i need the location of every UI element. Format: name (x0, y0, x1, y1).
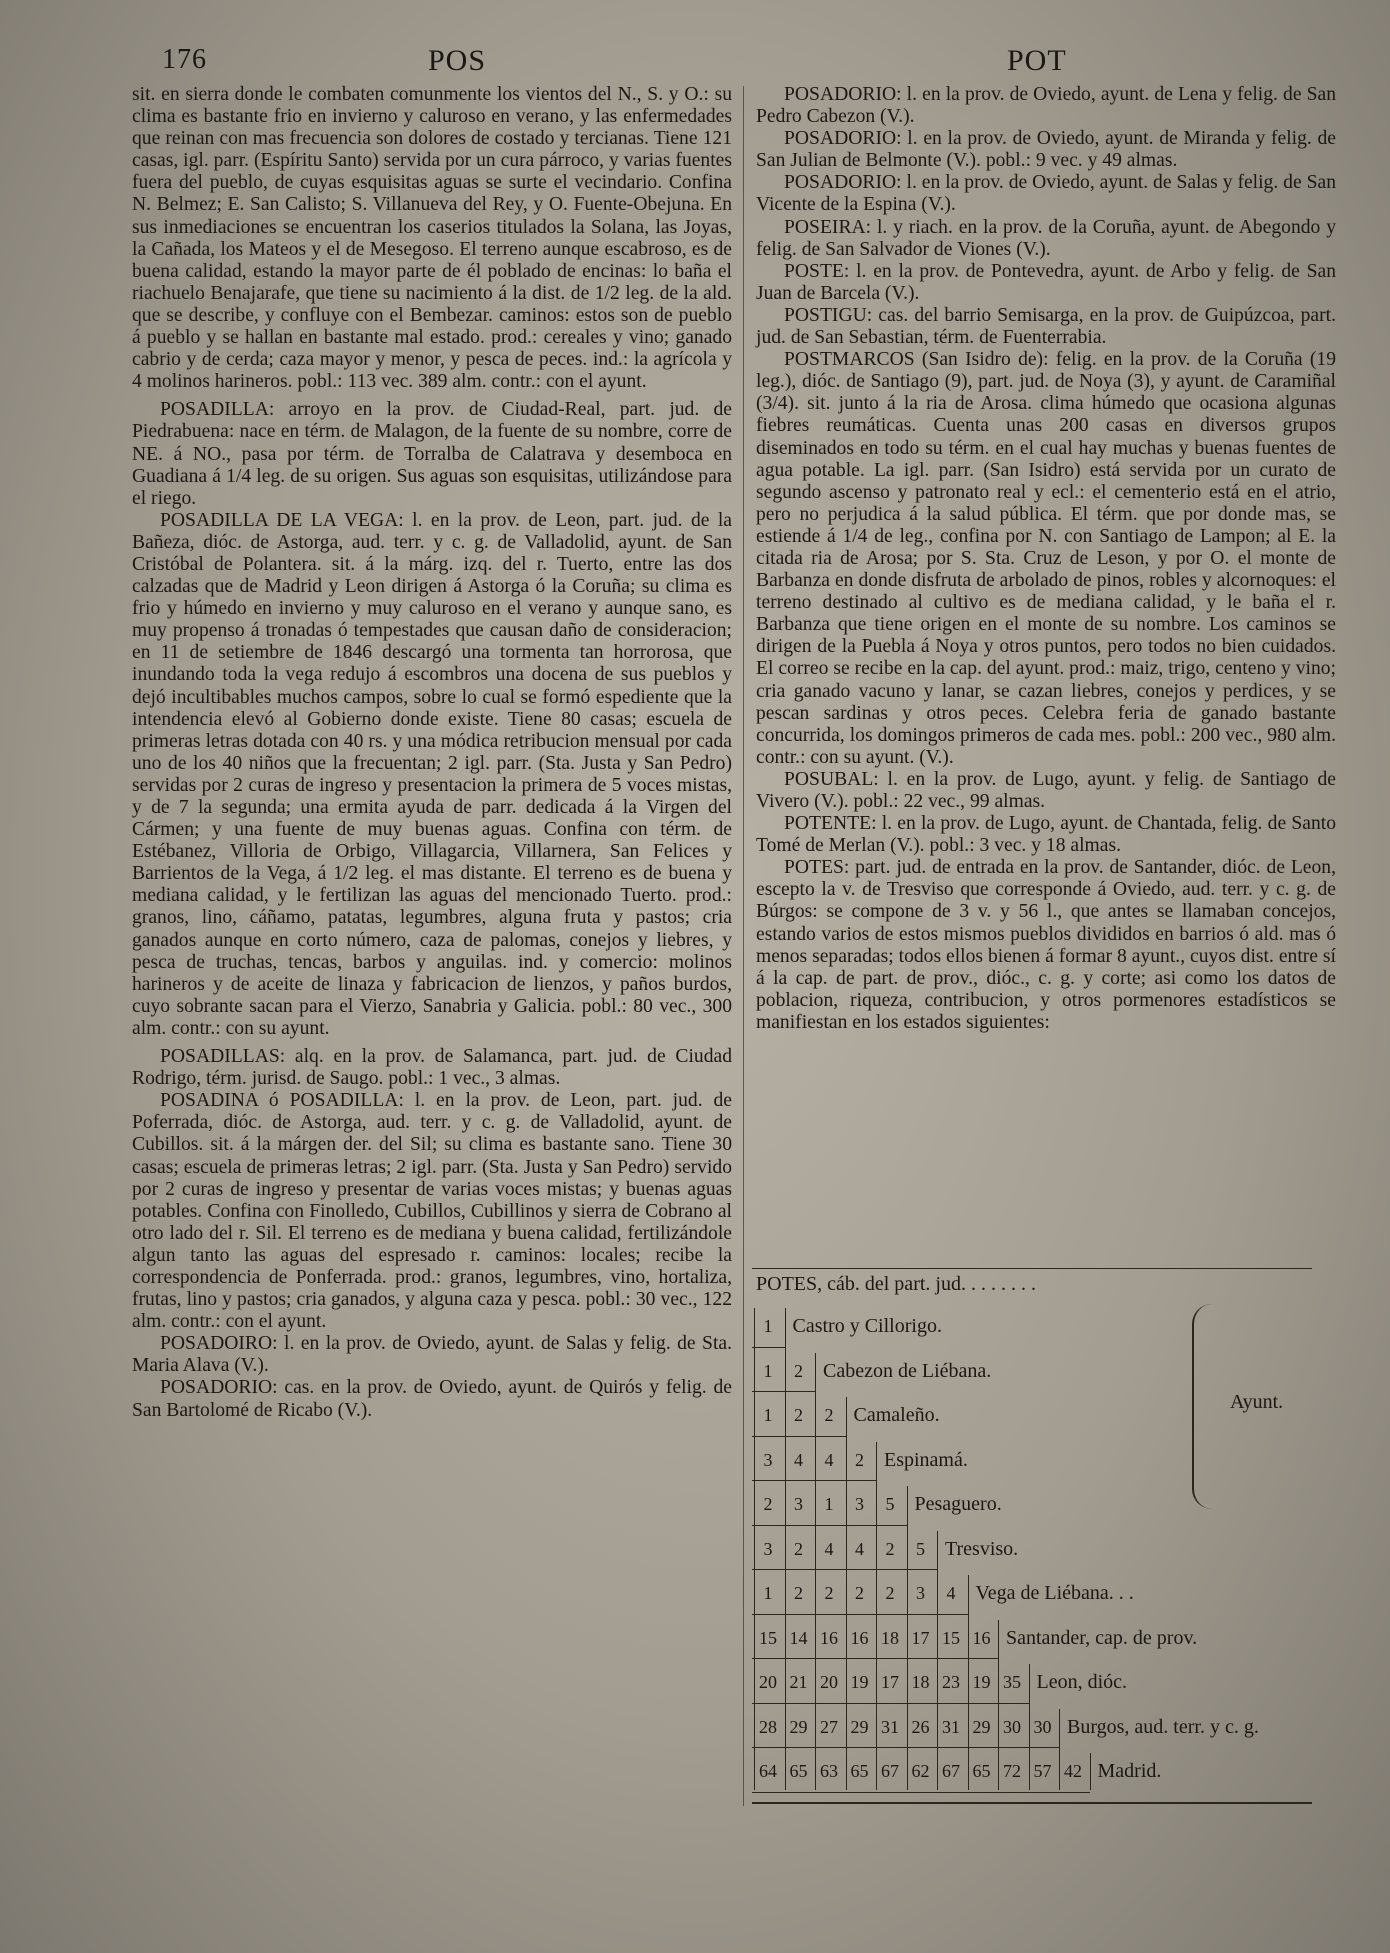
table-cell: 3 (763, 1449, 773, 1470)
table-rule (752, 1391, 815, 1392)
table-cell: 31 (881, 1716, 899, 1737)
table-cell: 23 (942, 1672, 960, 1692)
table-rule (785, 1308, 786, 1790)
table-rule (752, 1703, 1029, 1704)
table-cell: 29 (972, 1716, 991, 1737)
table-rule (752, 1569, 937, 1570)
table-cell: 2 (794, 1583, 803, 1603)
table-cell: 21 (789, 1672, 808, 1692)
left-running-head: POS (428, 44, 487, 77)
table-cell: 4 (946, 1583, 956, 1603)
table-rule (752, 1480, 876, 1481)
table-cell: 17 (911, 1627, 930, 1648)
table-row-label: Camaleño. (853, 1404, 940, 1426)
table-cell: 2 (794, 1538, 803, 1559)
entry-poste: POSTE: l. en la prov. de Pontevedra, ayunt. de Arbo y felig. de San Juan de Barcela (V.). (756, 260, 1336, 304)
table-cell: 3 (855, 1494, 864, 1514)
table-rule (1090, 1753, 1091, 1790)
table-cell: 2 (885, 1583, 895, 1603)
table-cell: 4 (824, 1449, 834, 1470)
table-cell: 29 (789, 1716, 808, 1737)
table-cell: 1 (763, 1360, 773, 1381)
table-rule (1059, 1709, 1060, 1790)
table-cell: 27 (820, 1716, 838, 1737)
brace-label: Ayunt. (1230, 1391, 1284, 1413)
entry-postmarcos: POSTMARCOS (San Isidro de): felig. en la prov. de la Coruña (19 leg.), dióc. de Santiago (9), part. jud. de Noya (3), y ayunt. de Caramiñal (3/4). sit. junto á la ria de Arosa. clima húmedo que ocasiona algunas fiebres reumáticas. Cuenta unas 200 casas en diversos grupos diseminados en todo su térm. en el cual hay muchas y buenas fuentes de agua potable. La igl. parr. (San Isidro) está servida por un curato de segundo ascenso y patronato real y ecl.: el cementerio está en el atrio, pero no perjudica á la salud pública. El térm. que por donde mas, se estiende á 1/4 de leg., confina por N. con Santiago de Lampon; al E. la citada ria de Arosa; por S. Sta. Cruz de Leson, y por O. el monte de Barbanza en donde disfruta de arbolado de pinos, robles y alcornoques: el terreno destinado al cultivo es de mediana calidad, y le baña el r. Barbanza que tiene origen en el monte de su nombre. Los caminos se dirigen de la Puebla á Noya y otros puntos, pero todos no bien cuidados. El correo se recibe en la cap. del ayunt. prod.: maiz, trigo, centeno y vino; cria ganado vacuno y lanar, se cazan liebres, conejos y perdices, y se pescan sardinas y otros peces. Celebra feria de ganado bastante concurrida, los domingos primeros de cada mes. pobl.: 200 vec., 980 alm. contr.: con su ayunt. (V.). (756, 349, 1336, 768)
table-cell: 3 (794, 1494, 803, 1514)
table-cell: 4 (855, 1538, 864, 1559)
entry-poseira: POSEIRA: l. y riach. en la prov. de la Coruña, ayunt. de Abegondo y felig. de San Salvador de Viones (V.). (756, 216, 1336, 260)
entry-posadina: POSADINA ó POSADILLA: l. en la prov. de Leon, part. jud. de Poferrada, dióc. de Astorga, aud. terr. y c. g. de Valladolid, ayunt. de Cubillos. sit. á la márgen der. del Sil; su clima es bastante sano. Tiene 30 casas; escuela de primeras letras; 2 igl. parr. (Sta. Justa y San Pedro) servido por 2 curas de ingreso y presentar de varias voces mistas; y buenas aguas potables. Confina con Finolledo, Cubillos, Cubillinos y sierra de Cobrano al otro lado del r. Sil. El terreno es de mediana y buena calidad, fertilizándole algun tanto las aguas del espresado r. caminos: locales; recibe la correspondencia de Ponferrada. prod.: granos, legumbres, vino, hortaliza, frutas, lino y pastos; cria ganados, y alguna caza y pesca. pobl.: 30 vec., 122 alm. contr.: con el ayunt. (132, 1090, 732, 1333)
table-cell: 17 (881, 1672, 899, 1692)
table-cell: 14 (789, 1627, 808, 1648)
table-rule (752, 1436, 846, 1437)
table-row-label: Santander, cap. de prov. (1006, 1626, 1198, 1649)
table-row-label: Madrid. (1097, 1760, 1162, 1782)
entry-posubal: POSUBAL: l. en la prov. de Lugo, ayunt. y felig. de Santiago de Vivero (V.). pobl.: 22 vec., 99 almas. (756, 768, 1336, 812)
entry-postigu: POSTIGU: cas. del barrio Semisarga, en la prov. de Guipúzcoa, part. jud. de San Sebastian, térm. de Fuenterrabia. (756, 304, 1336, 349)
table-cell: 62 (911, 1761, 930, 1781)
entry-potes: POTES: part. jud. de entrada en la prov. de Santander, dióc. de Leon, escepto la v. de Tresviso que corresponde á Oviedo, aud. terr. y c. g. de Búrgos: se compone de 3 v. y 56 l., que antes se llamaban concejos, estando varios de estos mismos pueblos divididos en barrios ó ald. mas ó menos separadas; todos ellos bienen á formar 8 ayunt., cuyos dist. entre sí á la cap. de part. de prov., dióc., c. g. y corte; asi como los datos de poblacion, riqueza, contribucion, y otros pormenores estadísticos se manifiestan en los estados siguientes: (756, 857, 1336, 1033)
table-cell: 1 (824, 1494, 834, 1514)
table-cell: 16 (850, 1627, 869, 1648)
table-cell: 19 (972, 1672, 991, 1692)
table-cell: 20 (820, 1672, 838, 1692)
entry-posadorio-lena: POSADORIO: l. en la prov. de Oviedo, ayunt. de Lena y felig. de San Pedro Cabezon (V.). (756, 84, 1336, 128)
distance-table (752, 1268, 1312, 1808)
column-divider (743, 86, 744, 1806)
table-rule (752, 1792, 1090, 1793)
table-row-label: Tresviso. (945, 1537, 1019, 1560)
right-column (756, 84, 1336, 1034)
table-cell: 18 (881, 1627, 899, 1648)
table-cell: 1 (763, 1583, 773, 1603)
table-cell: 18 (911, 1672, 930, 1692)
table-cell: 16 (820, 1627, 838, 1648)
table-cell: 67 (942, 1761, 960, 1781)
table-title: POTES, cáb. del part. jud. . . . . . . . (756, 1273, 1036, 1295)
entry-potente: POTENTE: l. en la prov. de Lugo, ayunt. de Chantada, felig. de Santo Tomé de Merlan (V.). pobl.: 3 vec. y 18 almas. (756, 813, 1336, 857)
table-cell: 1 (763, 1316, 773, 1336)
table-cell: 2 (824, 1583, 834, 1603)
table-cell: 3 (916, 1583, 925, 1603)
page-header (150, 38, 1310, 80)
table-cell: 20 (759, 1672, 777, 1692)
table-rule (907, 1486, 908, 1790)
table-row-label: Pesaguero. (914, 1493, 1002, 1515)
table-rule (752, 1747, 1059, 1748)
table-cell: 2 (824, 1405, 834, 1425)
table-row-label: Burgos, aud. terr. y c. g. (1067, 1715, 1259, 1738)
table-cell: 65 (789, 1761, 808, 1781)
table-rule (937, 1531, 938, 1790)
table-cell: 5 (885, 1494, 895, 1514)
brace-mark (1192, 1304, 1216, 1509)
table-rule (752, 1268, 1312, 1269)
table-row-label: Leon, dióc. (1036, 1671, 1128, 1693)
right-running-head: POT (1007, 44, 1067, 77)
table-rule (752, 1347, 785, 1348)
table-rule (846, 1397, 847, 1790)
page-number: 176 (162, 44, 207, 75)
table-cell: 5 (916, 1538, 925, 1559)
left-column (132, 84, 732, 1422)
entry-posadilla-de-la-vega: POSADILLA DE LA VEGA: l. en la prov. de Leon, part. jud. de la Bañeza, dióc. de Astorga, aud. terr. y c. g. de Valladolid, ayunt. de San Cristóbal de Polantera. sit. á la márg. izq. del r. Tuerto, entre las dos calzadas que de Madrid y Leon dirigen á Astorga ó la Coruña; su clima es frio y húmedo en invierno y muy caluroso en el verano y aunque sano, es muy propenso á tronadas ó tempestades que causan daño de consideracion; en 11 de setiembre de 1846 descargó una tormenta tan horrorosa, que inundando toda la vega redujo á escombros una docena de sus pueblos y dejó incultibables muchos campos, sobre lo cual se formó espediente que la intendencia elevó al Gobierno donde existe. Tiene 80 casas; escuela de primeras letras dotada con 40 rs. y una módica retribucion mensual por cada uno de los 40 niños que la frecuentan; 2 igl. parr. (Sta. Justa y San Pedro) servidas por 2 curas de ingreso y presentacion la primera de 5 voces mistas, y de 7 la segunda; una ermita ayuda de parr. dedicada á la Virgen del Cármen; y una fuente de muy buenas aguas. Confina con térm. de Estébanez, Villoria de Orbigo, Villagarcia, Villarnera, San Felices y Barrientos de la Vega, á 1/2 leg. el mas distante. El terreno es de buena y mediana calidad, y le fertilizan las aguas del mencionado Tuerto. prod.: granos, lino, cáñamo, patatas, legumbres, alguna fruta y pastos; cria ganados aunque en corto número, caza de palomas, conejos y liebres, y pesca de truchas, tencas, barbos y anguilas. ind. y comercio: molinos harineros y de aceite de linaza y fabricacion de lienzos, y paños burdos, cuyo sobrante sacan para el Vierzo, Sanabria y Galicia. pobl.: 80 vec., 300 alm. contr.: con su ayunt. (132, 509, 732, 1039)
table-cell: 35 (1003, 1672, 1021, 1692)
table-cell: 42 (1064, 1761, 1082, 1781)
table-rule (998, 1620, 999, 1790)
table-cell: 2 (885, 1538, 895, 1559)
table-rule (876, 1442, 877, 1790)
table-cell: 29 (850, 1716, 869, 1737)
table-cell: 67 (881, 1761, 899, 1781)
table-cell: 2 (855, 1583, 864, 1603)
table-rule (752, 1525, 907, 1526)
table-cell: 57 (1033, 1761, 1052, 1781)
table-cell: 1 (763, 1405, 773, 1425)
table-rule (752, 1658, 998, 1659)
table-cell: 30 (1033, 1716, 1052, 1737)
entry-posadorio-quiros: POSADORIO: cas. en la prov. de Oviedo, ayunt. de Quirós y felig. de San Bartolomé de Ricabo (V.). (132, 1377, 732, 1421)
entry-posadoiro: POSADOIRO: l. en la prov. de Oviedo, ayunt. de Salas y felig. de Sta. Maria Alava (V.). (132, 1333, 732, 1377)
table-row-label: Castro y Cillorigo. (792, 1315, 942, 1337)
table-cell: 2 (794, 1360, 803, 1381)
entry-text: sit. en sierra donde le combaten comunmente los vientos del N., S. y O.: su clima es bastante frio en invierno y caluroso en verano, y las enfermedades que reinan con mas frecuencia son dolores de costado y tercianas. Tiene 121 casas, igl. parr. (Espíritu Santo) servida por un cura párroco, y varias fuentes fuera del pueblo, de cuyas esquisitas aguas se surte el vecindario. Confina N. Belmez; E. San Calisto; S. Villanueva del Rey, y O. Fuente-Obejuna. En sus inmediaciones se encuentran los caserios titulados la Solana, las Joyas, la Cañada, los Mateos y el de Mesegoso. El terreno aunque escabroso, es de buena calidad, estando la mayor parte de él poblado de encinas: lo baña el riachuelo Benajarafe, que tiene su nacimiento á la dist. de 1/2 leg. de la ald. que se describe, y confluye con el Bembezar. caminos: estos son de pueblo á pueblo y se hallan en bastante mal estado. prod.: cereales y vino; ganado cabrio y de cerda; caza mayor y menor, y pesca de peces. ind.: la agrícola y 4 molinos harineros. pobl.: 113 vec. 389 alm. contr.: con el ayunt. (132, 84, 732, 393)
table-rule (754, 1308, 755, 1790)
table-cell: 4 (824, 1538, 834, 1559)
entry-posadilla: POSADILLA: arroyo en la prov. de Ciudad-Real, part. jud. de Piedrabuena: nace en térm. de Malagon, de la fuente de su nombre, corre de NE. á NO., pasa por térm. de Torralba de Calatrava y desemboca en Guadiana á 1/4 leg. de su origen. Sus aguas son esquisitas, utilizándose para el riego. (132, 399, 732, 509)
table-cell: 15 (759, 1627, 777, 1648)
table-cell: 15 (942, 1627, 960, 1648)
table-cell: 2 (763, 1494, 773, 1514)
table-cell: 26 (911, 1716, 930, 1737)
table-cell: 19 (850, 1672, 869, 1692)
table-row-label: Cabezon de Liébana. (823, 1359, 992, 1382)
table-cell: 65 (850, 1761, 869, 1781)
entry-posadillas: POSADILLAS: alq. en la prov. de Salamanca, part. jud. de Ciudad Rodrigo, térm. jurisd. de Saugo. pobl.: 1 vec., 3 almas. (132, 1046, 732, 1090)
table-cell: 65 (972, 1761, 991, 1781)
table-rule (752, 1802, 1312, 1804)
table-cell: 16 (972, 1627, 991, 1648)
table-cell: 31 (942, 1716, 960, 1737)
table-cell: 28 (759, 1716, 777, 1737)
table-cell: 30 (1003, 1716, 1021, 1737)
table-row-label: Vega de Liébana. . . (975, 1582, 1134, 1604)
table-cell: 4 (794, 1449, 803, 1470)
table-cell: 3 (763, 1538, 773, 1559)
table-cell: 72 (1003, 1761, 1021, 1781)
table-rule (815, 1353, 816, 1790)
table-cell: 2 (794, 1405, 803, 1425)
table-cell: 2 (855, 1449, 864, 1470)
table-rule (1029, 1664, 1030, 1790)
table-cell: 63 (820, 1761, 838, 1781)
table-rule (968, 1575, 969, 1790)
table-cell: 64 (759, 1761, 777, 1781)
entry-posadorio-miranda: POSADORIO: l. en la prov. de Oviedo, ayunt. de Miranda y felig. de San Julian de Belmonte (V.). pobl.: 9 vec. y 49 almas. (756, 128, 1336, 172)
table-row-label: Espinamá. (884, 1448, 968, 1471)
entry-posadorio-salas: POSADORIO: l. en la prov. de Oviedo, ayunt. de Salas y felig. de San Vicente de la Espina (V.). (756, 172, 1336, 216)
